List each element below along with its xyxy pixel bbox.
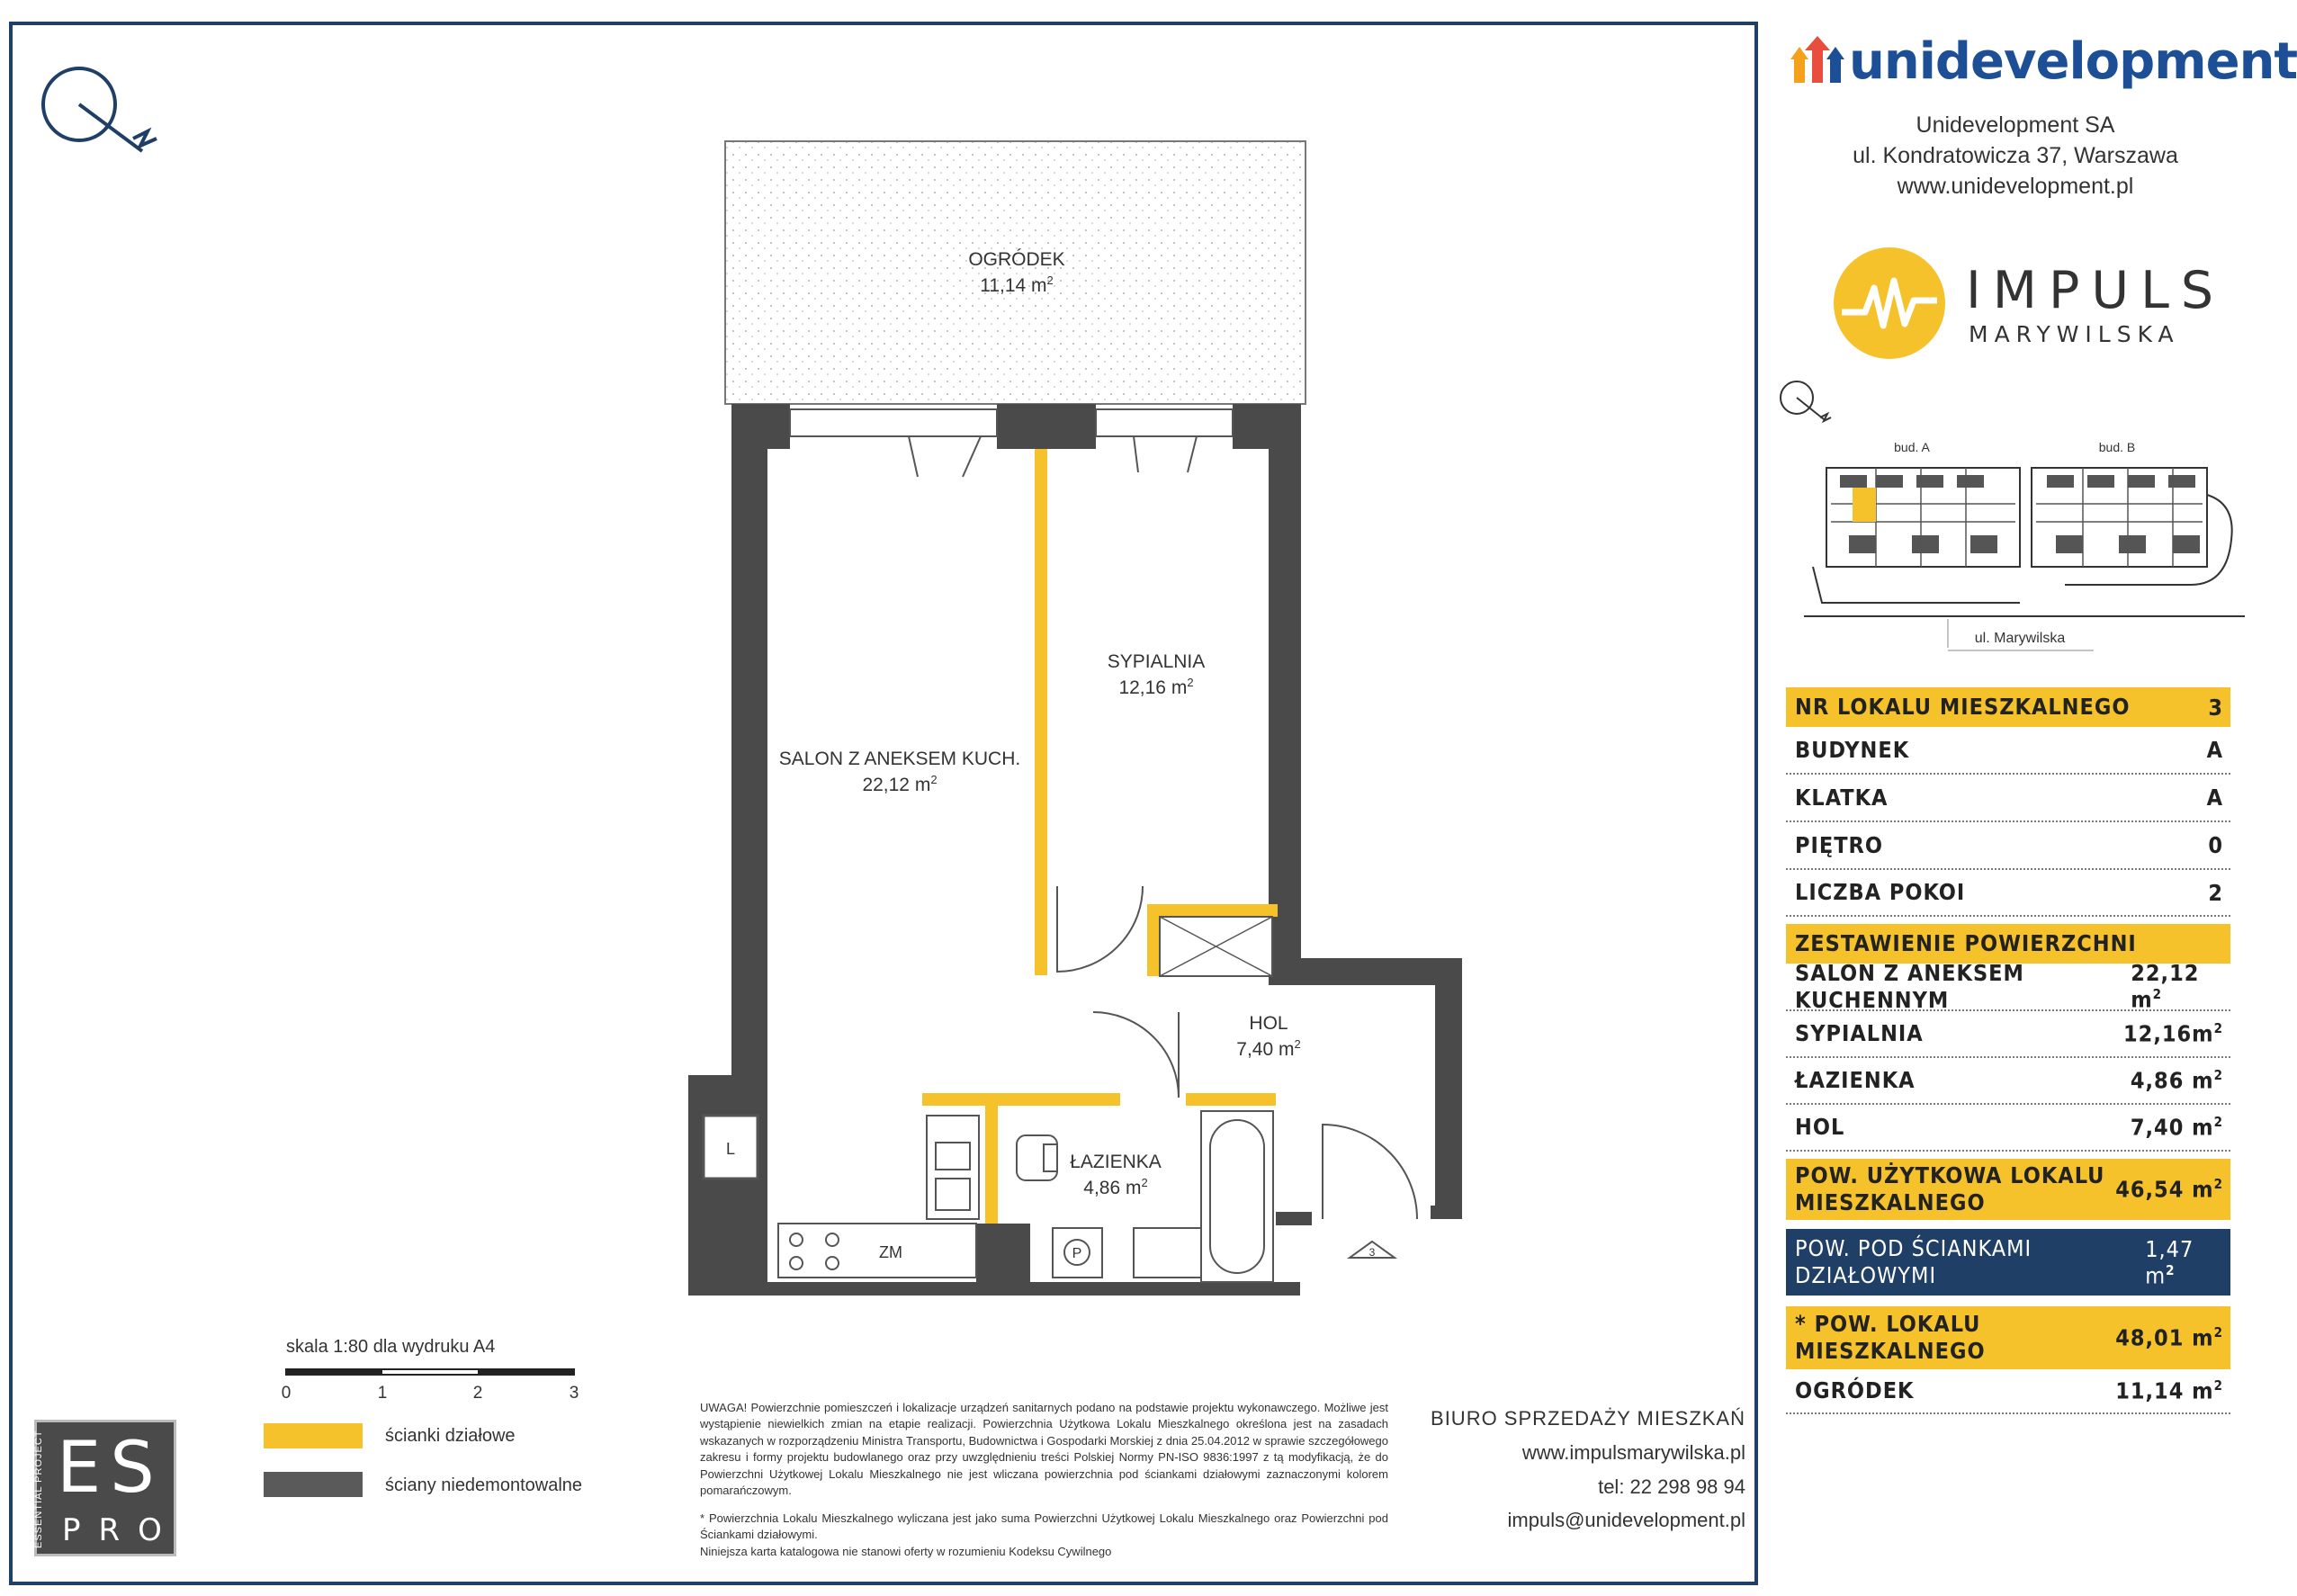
spec-value: 4,86 m — [2130, 1067, 2214, 1094]
scale-tick: 3 — [569, 1384, 579, 1403]
scale-bar — [270, 1366, 594, 1407]
boiler-label: P — [1072, 1246, 1082, 1261]
disclaimer-notes — [700, 1400, 1388, 1560]
brand-address — [1763, 110, 2267, 202]
spec-row-living-room: SALON Z ANEKSEM KUCHENNYM 22,12 $m^2$ — [1786, 964, 2230, 1011]
spec-label: OGRÓDEK — [1795, 1377, 1915, 1403]
contact-tel[interactable]: tel: 22 298 98 94 — [1598, 1475, 1745, 1498]
spec-value: 2 — [2208, 879, 2223, 906]
spec-label: PIĘTRO — [1795, 831, 1883, 858]
scale-tick: 2 — [472, 1384, 483, 1403]
note-main: UWAGA! Powierzchnie pomieszczeń i lokalizacje urządzeń sanitarnych podano na podstawie projektu wykonawczego. Możliwe jest wystąpienie niewielkich zmian na etapie realizacji. Powierzchnia Użytkowa Lokalu Mieszkalnego określona jest na zasadach wskazanych w rozporządzeniu Ministra Transportu, Budownictwa i Gospodarki Morskiej z dnia 25.04.2012 w sprawie szczegółowego zakresu i formy projektu budowlanego oraz przy uwzględnieniu treści Polskiej Normy PN-ISO 9836:1997 z tą modyfikacją, że do Powierzchni Użytkowej Lokalu Mieszkalnego nie jest wliczana powierzchnia pod ściankami działowymi zaznaczonymi kolorem pomarańczowym. — [700, 1401, 1388, 1498]
spec-value: 12,16m — [2123, 1020, 2214, 1047]
address-line: Unidevelopment SA — [1916, 112, 2115, 138]
spec-row-partition-area: POW. POD ŚCIANKAMI DZIAŁOWYMI 1,47 $m^2$ — [1786, 1229, 2230, 1296]
room-name: OGRÓDEK — [968, 249, 1065, 270]
scale-title: skala 1:80 dla wydruku A4 — [286, 1337, 496, 1357]
spec-label: LICZBA POKOI — [1795, 879, 1966, 905]
spec-value: 1,47 m — [2145, 1235, 2194, 1289]
site-plan-building-b: bud. B — [2098, 440, 2136, 454]
espro-side-text: ESSENTIAL PROJECT — [33, 1430, 44, 1548]
espro-top: ES — [57, 1428, 164, 1509]
room-name: SALON Z ANEKSEM KUCH. — [778, 749, 1021, 769]
spec-value: 7,40 m — [2130, 1114, 2214, 1141]
spec-label: SYPIALNIA — [1795, 1020, 1924, 1046]
spec-table — [1786, 687, 2230, 1414]
espro-logo — [33, 1420, 180, 1556]
spec-row-bathroom: ŁAZIENKA 4,86 $m^2$ — [1786, 1058, 2230, 1105]
room-label-bathroom: ŁAZIENKA 4,86 $m^2$ — [1053, 1150, 1179, 1202]
spec-value: A — [2206, 785, 2223, 811]
room-name: HOL — [1249, 1013, 1288, 1034]
spec-label: POW. UŻYTKOWA LOKALU MIESZKALNEGO — [1795, 1162, 2105, 1215]
spec-row-bedroom: SYPIALNIA $12,16m^2$ — [1786, 1011, 2230, 1058]
washer-label: ZM — [879, 1243, 902, 1261]
spec-row-staircase — [1786, 775, 2230, 822]
unidevelopment-logo-icon — [1790, 34, 1846, 90]
project-subtitle: MARYWILSKA — [1969, 321, 2180, 347]
spec-label: ŁAZIENKA — [1795, 1067, 1916, 1093]
room-area: 12,16 m — [1118, 677, 1188, 699]
spec-label: BUDYNEK — [1795, 736, 1910, 763]
note-asterisk: * Powierzchnia Lokalu Mieszkalnego wyliczana jest jako suma Powierzchni Użytkowej Lokalu Mieszkalnego oraz Powierzchni pod Ściankami działowymi. — [700, 1511, 1388, 1542]
spec-row-total-area: * POW. LOKALU MIESZKALNEGO 48,01 $m^2$ — [1786, 1306, 2230, 1369]
contact-web[interactable]: www.impulsmarywilska.pl — [1521, 1440, 1745, 1464]
spec-value: 3 — [2208, 694, 2223, 721]
espro-bottom: PRO — [62, 1512, 180, 1548]
spec-value: 46,54 m — [2115, 1176, 2214, 1203]
note-disclaimer: Niniejsza karta katalogowa nie stanowi oferty w rozumieniu Kodeksu Cywilnego — [700, 1544, 1112, 1558]
spec-row-unit-number — [1786, 687, 2230, 727]
room-name: ŁAZIENKA — [1070, 1152, 1162, 1172]
room-label-hall: HOL 7,40 $m^2$ — [1179, 1011, 1359, 1063]
room-area: 22,12 m — [862, 775, 931, 796]
scale-tick: 1 — [377, 1384, 388, 1403]
legend-swatch-partition — [264, 1423, 363, 1448]
contact-title: BIURO SPRZEDAŻY MIESZKAŃ — [1431, 1407, 1745, 1430]
fridge-label: L — [725, 1140, 736, 1158]
project-name: IMPULS — [1966, 261, 2226, 320]
spec-row-building — [1786, 727, 2230, 775]
scale-tick: 0 — [281, 1384, 292, 1403]
site-plan — [1777, 378, 2245, 657]
spec-label: HOL — [1795, 1114, 1845, 1140]
room-area: 7,40 m — [1236, 1039, 1295, 1061]
address-line: ul. Kondratowicza 37, Warszawa — [1853, 143, 2178, 168]
spec-row-garden: OGRÓDEK 11,14 $m^2$ — [1786, 1369, 2230, 1414]
spec-value: 0 — [2208, 832, 2223, 858]
room-area: 11,14 m — [980, 275, 1047, 297]
entrance-number: 3 — [1368, 1246, 1376, 1259]
spec-value: A — [2206, 737, 2223, 763]
impuls-logo-icon — [1831, 245, 1948, 362]
site-plan-unit-highlight — [1853, 488, 1876, 522]
legend-label-structural: ściany niedemontowalne — [385, 1475, 583, 1495]
spec-row-hall: HOL 7,40 $m^2$ — [1786, 1105, 2230, 1152]
spec-label: SALON Z ANEKSEM KUCHENNYM — [1795, 959, 2024, 1013]
spec-row-usable-area: POW. UŻYTKOWA LOKALU MIESZKALNEGO 46,54 $m^2$ — [1786, 1159, 2230, 1220]
spec-label: POW. POD ŚCIANKAMI DZIAŁOWYMI — [1795, 1235, 2032, 1288]
spec-value: 22,12 m — [2131, 960, 2200, 1013]
sales-office-contact — [1404, 1402, 1745, 1538]
room-label-living: SALON Z ANEKSEM KUCH. 22,12 $m^2$ — [769, 747, 1030, 799]
spec-value: 48,01 m — [2115, 1324, 2214, 1351]
room-label-bedroom: SYPIALNIA 12,16 $m^2$ — [1066, 650, 1246, 702]
address-line[interactable]: www.unidevelopment.pl — [1897, 174, 2134, 199]
site-plan-building-a: bud. A — [1894, 440, 1930, 454]
spec-row-area-summary — [1786, 924, 2230, 964]
room-area: 4,86 m — [1083, 1178, 1142, 1199]
spec-label: NR LOKALU MIESZKALNEGO — [1795, 694, 2131, 720]
room-name: SYPIALNIA — [1107, 651, 1206, 672]
spec-label: KLATKA — [1795, 784, 1889, 811]
spec-row-rooms — [1786, 870, 2230, 917]
room-label-garden: OGRÓDEK 11,14 $m^2$ — [927, 247, 1107, 300]
site-plan-street: ul. Marywilska — [1974, 631, 2066, 646]
legend-swatch-structural — [264, 1472, 363, 1497]
legend-label-partition: ścianki działowe — [385, 1426, 516, 1446]
spec-label: ZESTAWIENIE POWIERZCHNI — [1795, 930, 2137, 956]
brand-name: unidevelopment — [1849, 32, 2297, 91]
spec-value: 11,14 m — [2115, 1377, 2214, 1404]
contact-email[interactable]: impuls@unidevelopment.pl — [1507, 1509, 1745, 1532]
spec-row-floor — [1786, 822, 2230, 870]
spec-label: * POW. LOKALU MIESZKALNEGO — [1795, 1311, 1986, 1364]
